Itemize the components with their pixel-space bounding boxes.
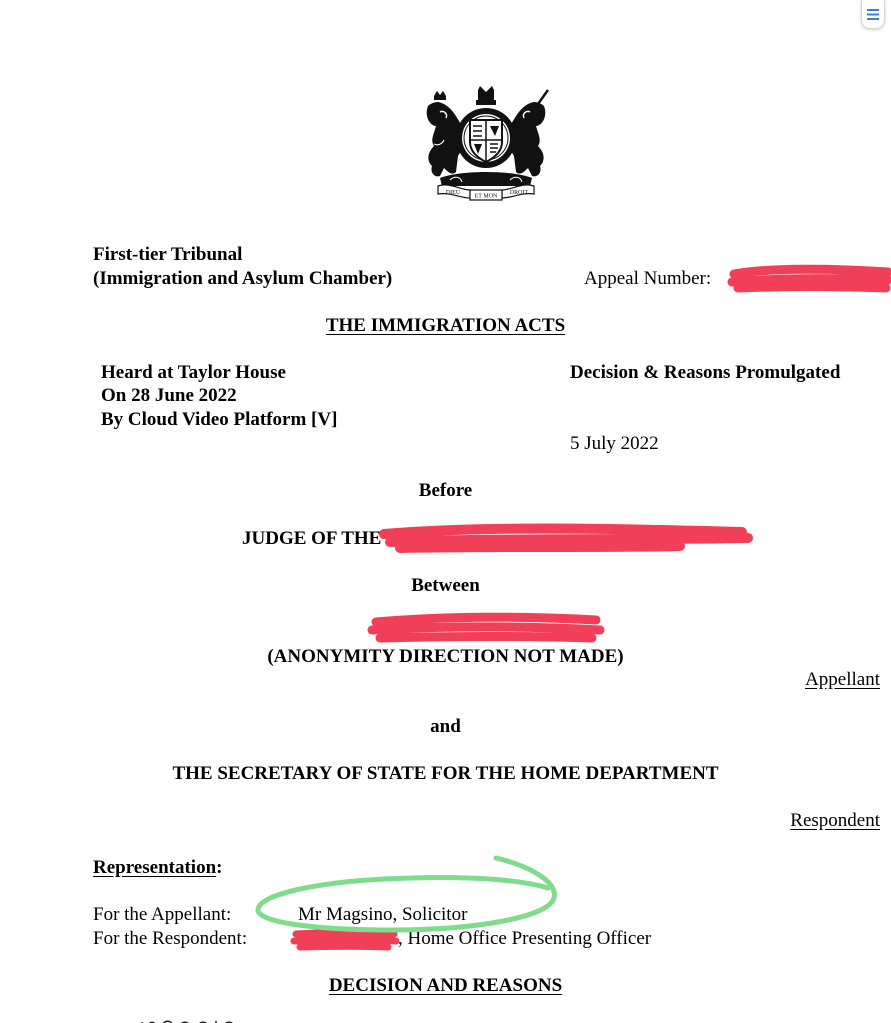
decision-date: 5 July 2022 xyxy=(570,433,659,454)
menu-icon xyxy=(867,9,879,20)
menu-button[interactable] xyxy=(861,0,885,29)
decision-promulgated-label: Decision & Reasons Promulgated xyxy=(570,362,841,383)
judge-prefix: JUDGE OF THE xyxy=(242,528,382,549)
decision-and-reasons-heading: DECISION AND REASONS xyxy=(328,975,563,996)
hearing-location: Heard at Taylor House xyxy=(101,362,286,383)
svg-text:ET MON: ET MON xyxy=(474,193,498,200)
presenting-officer-redaction-mark xyxy=(290,926,402,952)
representation-heading-text: Representation xyxy=(93,857,217,878)
hearing-platform: By Cloud Video Platform [V] xyxy=(101,409,338,430)
royal-coat-of-arms-logo xyxy=(420,86,552,202)
respondent-rep-value: , Home Office Presenting Officer xyxy=(398,928,652,949)
cut-off-introduction-line xyxy=(140,1014,250,1023)
respondent-label: Respondent xyxy=(790,810,880,831)
between-heading: Between xyxy=(411,575,480,596)
svg-text:DIEU: DIEU xyxy=(445,190,461,196)
anonymity-direction: (ANONYMITY DIRECTION NOT MADE) xyxy=(267,646,624,667)
appellant-name-redaction-mark xyxy=(366,610,606,644)
hearing-date: On 28 June 2022 xyxy=(101,385,237,406)
svg-text:DROIT: DROIT xyxy=(509,190,529,196)
appeal-number-redaction-mark xyxy=(728,262,891,294)
acts-title: THE IMMIGRATION ACTS xyxy=(325,315,566,336)
appeal-number-label: Appeal Number: xyxy=(584,268,712,289)
respondent-name: THE SECRETARY OF STATE FOR THE HOME DEPARTMENT xyxy=(172,763,719,784)
respondent-rep-label: For the Respondent: xyxy=(93,928,248,949)
tribunal-name: First-tier Tribunal xyxy=(93,244,243,265)
representation-heading xyxy=(93,856,222,879)
and-text: and xyxy=(430,716,461,737)
appellant-rep-value: Mr Magsino, Solicitor xyxy=(298,904,468,925)
representation-heading-colon: : xyxy=(216,857,223,878)
appellant-label: Appellant xyxy=(805,669,880,690)
judge-name-redaction-mark xyxy=(380,518,752,554)
before-heading: Before xyxy=(418,480,473,501)
appellant-rep-label: For the Appellant: xyxy=(93,904,232,925)
tribunal-chamber: (Immigration and Asylum Chamber) xyxy=(93,268,393,289)
